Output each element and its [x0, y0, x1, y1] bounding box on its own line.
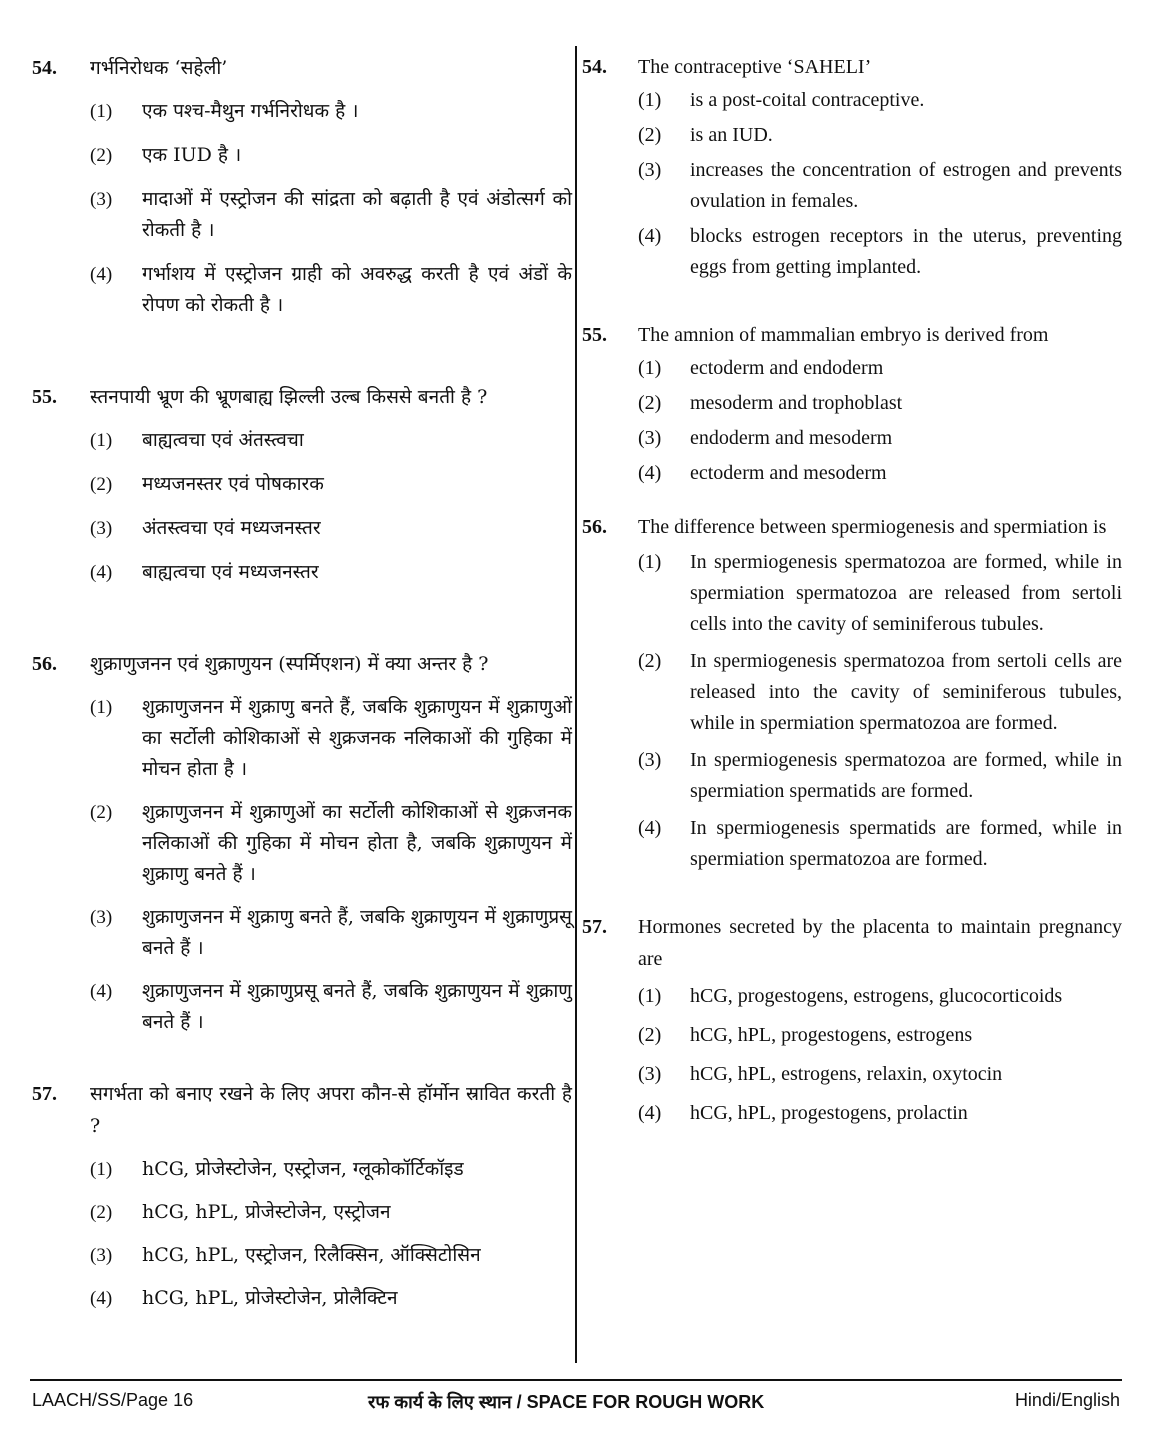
question-55-hindi: [32, 381, 572, 588]
option-number: (4): [90, 264, 113, 285]
option-number: (3): [90, 189, 113, 210]
option-text: is an IUD.: [690, 124, 773, 146]
option-text: बाह्यत्वचा एवं मध्यजनस्तर: [142, 561, 319, 583]
option-number: (1): [638, 357, 662, 379]
option-number: (4): [638, 462, 662, 484]
option-text: एक पश्च-मैथुन गर्भनिरोधक है ।: [142, 100, 359, 122]
hindi-column: [32, 48, 572, 1314]
option-number: (3): [90, 518, 113, 539]
option-text: गर्भाशय में एस्ट्रोजन ग्राही को अवरुद्ध करती है एवं अंडों के रोपण को रोकती है ।: [142, 263, 572, 316]
option-number: (4): [90, 981, 113, 1002]
option-4: [638, 813, 1122, 875]
option-text: अंतस्त्वचा एवं मध्यजनस्तर: [142, 517, 321, 539]
option-text: hCG, progestogens, estrogens, glucocorticoids: [690, 985, 1063, 1007]
option-3: [638, 745, 1122, 807]
language-label: Hindi/English: [1014, 1390, 1120, 1410]
question-55-english: [582, 319, 1122, 489]
option-4: [90, 557, 572, 588]
option-text: In spermiogenesis spermatozoa from sertoli cells are released into the cavity of seminiferous tubules, while in spermiation spermatozoa are formed.: [690, 650, 1122, 734]
question-56-hindi: [32, 648, 572, 1038]
english-column: [582, 48, 1122, 1129]
option-number: (3): [90, 907, 113, 928]
question-54-hindi: [32, 52, 572, 321]
question-number: 57.: [32, 1083, 57, 1105]
option-1: [90, 96, 572, 127]
option-text: is a post-coital contraceptive.: [690, 89, 925, 111]
footer-rule: [30, 1379, 1122, 1381]
option-3: [90, 1240, 572, 1271]
option-text: शुक्राणुजनन में शुक्राणु बनते हैं, जबकि शुक्राणुयन में शुक्राणुओं का सर्टोली कोशिकाओं से शुक्रजनक नलिकाओं की गुहिका में मोचन होता है ।: [142, 696, 572, 780]
option-number: (4): [638, 817, 662, 839]
question-text: The difference between spermiogenesis and spermiation is: [638, 516, 1107, 538]
option-number: (2): [638, 1024, 662, 1046]
column-divider: [575, 46, 577, 1363]
option-number: (2): [638, 650, 662, 672]
option-1: [90, 692, 572, 785]
question-number: 56.: [582, 516, 607, 538]
option-text: hCG, hPL, प्रोजेस्टोजेन, एस्ट्रोजन: [142, 1201, 391, 1223]
option-text: In spermiogenesis spermatozoa are formed, while in spermiation spermatozoa are released from sertoli cells into the cavity of seminiferous tubules.: [690, 551, 1122, 635]
option-text: increases the concentration of estrogen and prevents ovulation in females.: [690, 159, 1122, 212]
question-number: 55.: [32, 386, 57, 408]
question-number: 57.: [582, 916, 607, 938]
option-2: [638, 1020, 1122, 1051]
option-number: (2): [90, 474, 113, 495]
option-text: ectoderm and mesoderm: [690, 462, 887, 484]
question-text: सगर्भता को बनाए रखने के लिए अपरा कौन-से हॉर्मोन स्रावित करती है ?: [90, 1083, 572, 1137]
option-3: [90, 184, 572, 246]
option-number: (2): [90, 1202, 113, 1223]
option-number: (4): [90, 562, 113, 583]
question-text: शुक्राणुजनन एवं शुक्राणुयन (स्पर्मिएशन) में क्या अन्तर है ?: [90, 653, 489, 675]
question-57-hindi: [32, 1078, 572, 1314]
option-number: (1): [90, 1159, 113, 1180]
option-2: [90, 469, 572, 500]
option-number: (2): [90, 145, 113, 166]
option-2: [90, 797, 572, 890]
option-number: (3): [638, 427, 662, 449]
option-text: endoderm and mesoderm: [690, 427, 893, 449]
option-1: [638, 353, 1122, 384]
question-text: स्तनपायी भ्रूण की भ्रूणबाह्य झिल्ली उल्ब किससे बनती है ?: [90, 386, 488, 408]
option-number: (1): [638, 89, 662, 111]
option-text: mesoderm and trophoblast: [690, 392, 903, 414]
option-4: [638, 1098, 1122, 1129]
option-4: [638, 221, 1122, 283]
option-number: (3): [90, 1245, 113, 1266]
option-3: [638, 155, 1122, 217]
option-text: बाह्यत्वचा एवं अंतस्त्वचा: [142, 429, 304, 451]
option-number: (1): [90, 697, 113, 718]
option-4: [90, 1283, 572, 1314]
option-text: hCG, प्रोजेस्टोजेन, एस्ट्रोजन, ग्लूकोकॉर्टिकॉइड: [142, 1158, 464, 1180]
question-text: गर्भनिरोधक ‘सहेली’: [90, 57, 228, 79]
option-4: [90, 259, 572, 321]
option-number: (2): [638, 124, 662, 146]
option-text: मध्यजनस्तर एवं पोषकारक: [142, 473, 324, 495]
option-number: (2): [638, 392, 662, 414]
option-text: एक IUD है ।: [142, 144, 242, 166]
question-54-english: [582, 51, 1122, 283]
option-1: [90, 1154, 572, 1185]
option-text: blocks estrogen receptors in the uterus, preventing eggs from getting implanted.: [690, 225, 1122, 278]
option-text: hCG, hPL, progestogens, prolactin: [690, 1102, 968, 1124]
question-number: 54.: [582, 56, 607, 78]
option-number: (1): [90, 430, 113, 451]
option-2: [90, 1197, 572, 1228]
rough-work-label: रफ कार्य के लिए स्थान / SPACE FOR ROUGH WORK: [368, 1392, 765, 1412]
question-number: 54.: [32, 57, 57, 79]
page-footer: [32, 1390, 1120, 1414]
option-2: [90, 140, 572, 171]
option-text: मादाओं में एस्ट्रोजन की सांद्रता को बढ़ाती है एवं अंडोत्सर्ग को रोकती है ।: [142, 188, 572, 241]
page-code: LAACH/SS/Page 16: [32, 1390, 194, 1410]
option-text: ectoderm and endoderm: [690, 357, 884, 379]
option-text: शुक्राणुजनन में शुक्राणुओं का सर्टोली कोशिकाओं से शुक्रजनक नलिकाओं की गुहिका में मोचन होता है, जबकि शुक्राणुयन में शुक्राणु बनते हैं ।: [142, 801, 572, 885]
option-4: [90, 976, 572, 1038]
option-text: शुक्राणुजनन में शुक्राणु बनते हैं, जबकि शुक्राणुयन में शुक्राणुप्रसू बनते हैं ।: [142, 906, 572, 959]
option-2: [638, 646, 1122, 739]
option-number: (1): [638, 551, 662, 573]
option-text: hCG, hPL, प्रोजेस्टोजेन, प्रोलैक्टिन: [142, 1287, 398, 1309]
question-text: The contraceptive ‘SAHELI’: [638, 56, 872, 78]
option-text: hCG, hPL, estrogens, relaxin, oxytocin: [690, 1063, 1003, 1085]
question-text: The amnion of mammalian embryo is derived from: [638, 324, 1049, 346]
option-4: [638, 458, 1122, 489]
option-number: (4): [638, 1102, 662, 1124]
option-2: [638, 388, 1122, 419]
option-1: [638, 981, 1122, 1012]
option-1: [638, 547, 1122, 640]
option-text: hCG, hPL, एस्ट्रोजन, रिलैक्सिन, ऑक्सिटोसिन: [142, 1244, 481, 1266]
option-1: [638, 85, 1122, 116]
option-number: (4): [638, 225, 662, 247]
option-number: (3): [638, 159, 662, 181]
option-number: (1): [638, 985, 662, 1007]
question-57-english: [582, 911, 1122, 1129]
option-number: (1): [90, 101, 113, 122]
option-text: In spermiogenesis spermatozoa are formed, while in spermiation spermatids are formed.: [690, 749, 1122, 802]
option-3: [90, 902, 572, 964]
question-text: Hormones secreted by the placenta to maintain pregnancy are: [638, 916, 1122, 970]
option-number: (4): [90, 1288, 113, 1309]
question-56-english: [582, 511, 1122, 875]
option-text: शुक्राणुजनन में शुक्राणुप्रसू बनते हैं, जबकि शुक्राणुयन में शुक्राणु बनते हैं ।: [142, 980, 572, 1033]
option-number: (3): [638, 749, 662, 771]
option-3: [638, 1059, 1122, 1090]
question-number: 56.: [32, 653, 57, 675]
option-2: [638, 120, 1122, 151]
option-3: [90, 513, 572, 544]
option-1: [90, 425, 572, 456]
option-number: (2): [90, 802, 113, 823]
option-number: (3): [638, 1063, 662, 1085]
option-text: hCG, hPL, progestogens, estrogens: [690, 1024, 973, 1046]
option-text: In spermiogenesis spermatids are formed, while in spermiation spermatozoa are formed.: [690, 817, 1122, 870]
option-3: [638, 423, 1122, 454]
question-number: 55.: [582, 324, 607, 346]
